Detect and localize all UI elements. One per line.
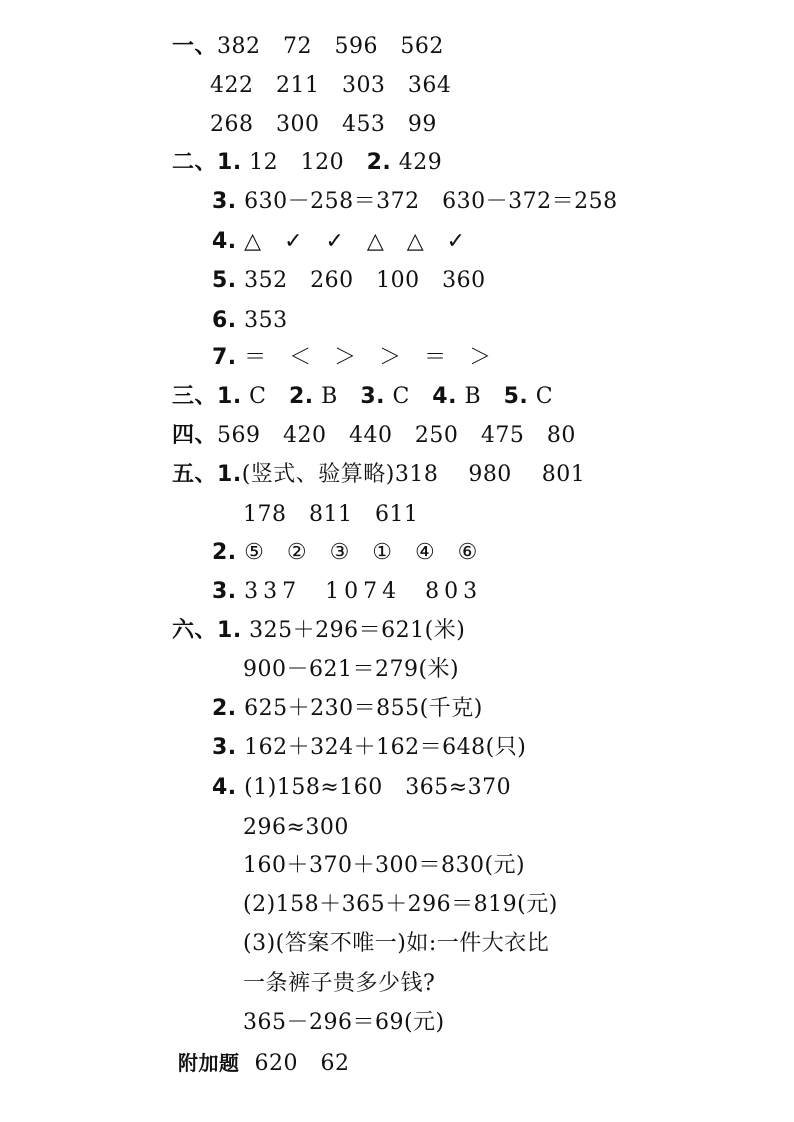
answer-text: (竖式、验算略)318 980 801 xyxy=(241,462,586,487)
answer-text: ⑤ ② ③ ① ④ ⑥ xyxy=(236,540,478,565)
answer-text: C xyxy=(241,384,289,409)
section-2-line-6 xyxy=(212,306,288,336)
section-2-line-4 xyxy=(212,227,466,257)
question-number: 6. xyxy=(212,308,237,333)
section-2-line-1 xyxy=(172,148,442,178)
section-6-line-4 xyxy=(212,773,511,803)
section-6-line-4d: (2)158＋365＋296＝819(元) xyxy=(243,892,558,917)
question-number: 1. xyxy=(217,462,242,487)
question-number: 4. xyxy=(212,775,237,800)
section-4-line xyxy=(172,421,576,451)
answer-text: 625＋230＝855(千克) xyxy=(236,696,483,721)
question-number: 3. xyxy=(212,735,237,760)
answer-text: △ ✓ ✓ △ △ ✓ xyxy=(236,229,466,254)
question-number: 7. xyxy=(212,345,237,370)
question-number: 4. xyxy=(212,229,237,254)
answer-text: B xyxy=(456,384,504,409)
section-6-line-4c: 160＋370＋300＝830(元) xyxy=(243,853,526,878)
question-number: 4. xyxy=(432,384,457,409)
section-5-line-2 xyxy=(212,538,478,568)
question-number: 1. xyxy=(217,384,242,409)
section-5-line-3 xyxy=(212,577,482,607)
answer-text: C xyxy=(384,384,433,409)
answer-text: 353 xyxy=(236,308,288,333)
section-3-label: 三、 xyxy=(172,384,218,409)
section-5-line-1b: 178 811 611 xyxy=(243,502,419,527)
question-number: 3. xyxy=(212,189,237,214)
section-6-line-2 xyxy=(212,694,483,724)
question-number: 5. xyxy=(212,268,237,293)
bonus-line xyxy=(178,1048,349,1079)
question-number: 2. xyxy=(289,384,314,409)
section-6-label: 六、 xyxy=(172,618,218,643)
section-2-line-5 xyxy=(212,266,486,296)
answer-text: 352 260 100 360 xyxy=(236,268,486,293)
section-6-line-3 xyxy=(212,733,526,763)
section-5-line-1 xyxy=(172,460,585,490)
section-1-row-3: 268 300 453 99 xyxy=(210,112,437,137)
answer-text: 429 xyxy=(391,150,443,175)
answer-text: 337 1074 803 xyxy=(244,579,483,604)
answer-text: 569 420 440 250 475 80 xyxy=(217,423,576,448)
section-2-line-7 xyxy=(212,343,492,373)
answer-text: (1)158≈160 365≈370 xyxy=(236,775,512,800)
section-1-row-1 xyxy=(172,32,444,62)
bonus-label: 附加题 xyxy=(178,1051,240,1075)
question-number: 3. xyxy=(360,384,385,409)
section-2-line-3 xyxy=(212,187,618,217)
bonus-answer: 620 62 xyxy=(239,1051,350,1076)
question-number: 3. xyxy=(212,579,237,604)
section-5-label: 五、 xyxy=(172,462,218,487)
answer-text: ＝ ＜ ＞ ＞ ＝ ＞ xyxy=(236,345,492,370)
answer-text: 162＋324＋162＝648(只) xyxy=(236,735,527,760)
question-number: 1. xyxy=(217,150,242,175)
section-6-line-4g: 365－296＝69(元) xyxy=(243,1010,445,1035)
section-6-line-4e: (3)(答案不唯一)如:一件大衣比 xyxy=(243,931,550,956)
section-1-row-1-text: 382 72 596 562 xyxy=(217,34,444,59)
answer-text: C xyxy=(528,384,554,409)
section-6-line-4b: 296≈300 xyxy=(243,815,349,840)
answer-text: B xyxy=(313,384,361,409)
section-1-label: 一、 xyxy=(172,34,218,59)
section-3-line xyxy=(172,382,553,412)
section-6-line-1b: 900－621＝279(米) xyxy=(243,657,460,682)
section-6-line-4f: 一条裤子贵多少钱? xyxy=(243,971,436,996)
section-1-row-2: 422 211 303 364 xyxy=(210,73,452,98)
answer-text: 12 120 xyxy=(241,150,367,175)
section-6-line-1 xyxy=(172,616,465,646)
section-2-label: 二、 xyxy=(172,150,218,175)
question-number: 2. xyxy=(212,696,237,721)
answer-text: 630－258＝372 630－372＝258 xyxy=(236,189,618,214)
question-number: 1. xyxy=(217,618,242,643)
question-number: 2. xyxy=(366,150,392,175)
question-number: 2. xyxy=(212,540,237,565)
section-4-label: 四、 xyxy=(172,423,218,448)
question-number: 5. xyxy=(503,384,529,409)
answer-text: 325＋296＝621(米) xyxy=(241,618,466,643)
